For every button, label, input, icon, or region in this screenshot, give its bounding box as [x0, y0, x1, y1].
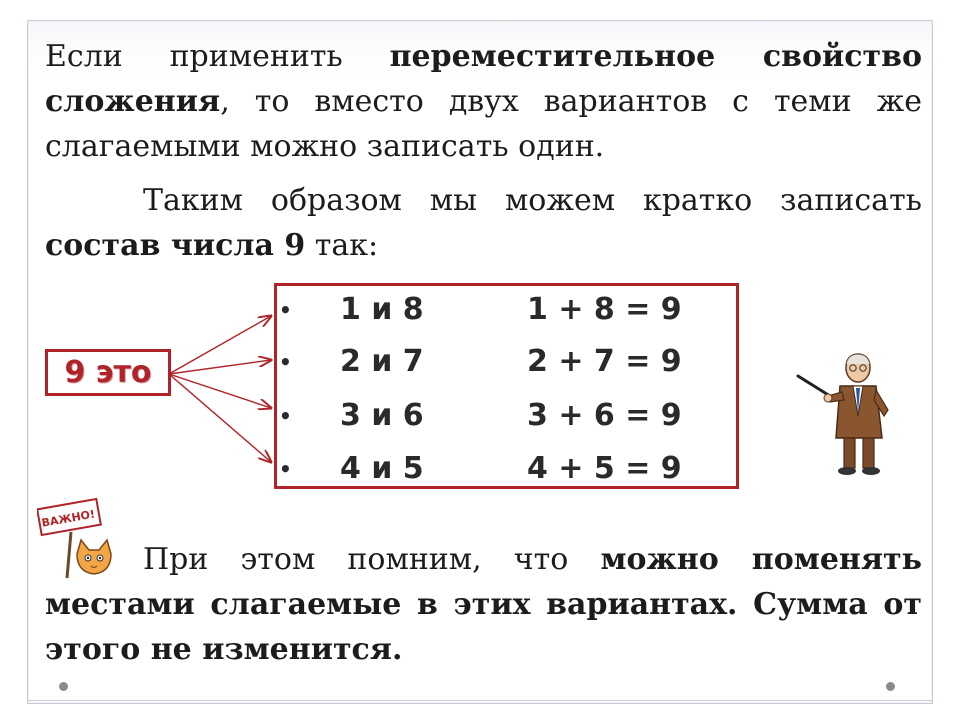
arrow-4 — [169, 374, 271, 462]
list-item — [277, 290, 737, 330]
composition-text-1: Таким образом мы можем кратко записать — [143, 183, 922, 218]
nine-label-box: 9 это — [45, 349, 171, 396]
bullet: • — [279, 404, 292, 428]
list-item — [277, 396, 737, 436]
bullet: • — [279, 298, 292, 322]
arrow-2 — [169, 360, 271, 374]
reminder-bold-text: можно поменять местами слагаемые в этих вариантах. Сумма от этого не изменится. — [45, 542, 922, 667]
bottom-rule — [27, 700, 933, 701]
arrow-1 — [169, 316, 271, 374]
composition-text-2: так: — [305, 228, 379, 263]
composition-paragraph — [45, 178, 922, 268]
equation-text: 3 + 6 = 9 — [527, 398, 682, 433]
pair-text: 1 и 8 — [340, 292, 424, 327]
teacher-pointer-icon — [796, 346, 900, 476]
arrows-diagram — [165, 300, 285, 470]
arrow-3 — [169, 374, 271, 408]
bottom-left-dot — [59, 682, 68, 691]
bullet: • — [279, 457, 292, 481]
reminder-text-1: При этом помним, что — [143, 542, 601, 577]
badge-text: ВАЖНО! — [40, 507, 96, 530]
pair-text: 2 и 7 — [340, 344, 424, 379]
bullet: • — [279, 350, 292, 374]
composition-bold-term: состав числа 9 — [45, 228, 306, 263]
reminder-paragraph — [45, 537, 922, 672]
intro-bold-term: переместительное свойство сложения — [45, 39, 923, 119]
bottom-right-dot — [886, 682, 895, 691]
pair-text: 4 и 5 — [340, 451, 424, 486]
pair-text: 3 и 6 — [340, 398, 424, 433]
list-item — [277, 449, 737, 489]
composition-list — [274, 283, 739, 489]
intro-text-2: , то вместо двух вариантов с теми же слагаемыми можно записать один. — [45, 84, 922, 164]
equation-text: 1 + 8 = 9 — [527, 292, 682, 327]
equation-text: 4 + 5 = 9 — [527, 451, 682, 486]
intro-paragraph — [45, 34, 922, 169]
equation-text: 2 + 7 = 9 — [527, 344, 682, 379]
list-item — [277, 342, 737, 382]
intro-text-1: Если применить — [45, 39, 390, 74]
